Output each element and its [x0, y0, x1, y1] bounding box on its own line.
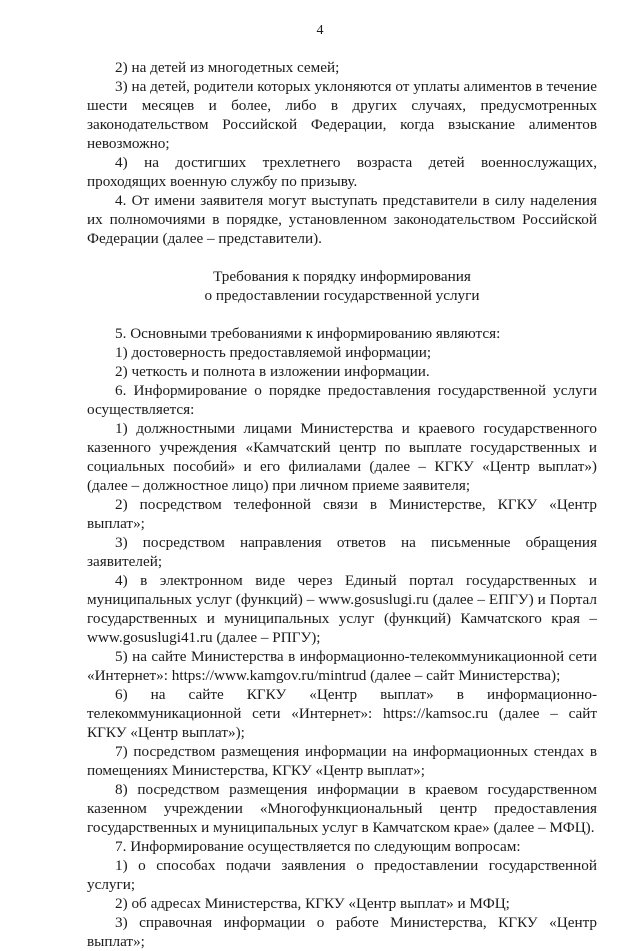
paragraph: 1) должностными лицами Министерства и краевого государственного казенного учреждения «Камчатский центр по выплате государственных и социальных пособий» и его филиалами (далее – КГКУ «Центр выплат») (далее – должностное лицо) при личном приеме заявителя; [87, 420, 597, 494]
page-number: 4 [316, 23, 324, 38]
paragraph: 3) на детей, родители которых уклоняются от уплаты алиментов в течение шести месяцев и более, либо в других случаях, предусмотренных законодательством Российской Федерации, когда взыскание алиментов невозможно; [87, 78, 597, 152]
paragraph: 2) об адресах Министерства, КГКУ «Центр выплат» и МФЦ; [115, 895, 510, 912]
spacer [87, 248, 597, 267]
paragraph: 7) посредством размещения информации на информационных стендах в помещениях Министерства, КГКУ «Центр выплат»; [87, 743, 597, 779]
paragraph: 4) в электронном виде через Единый портал государственных и муниципальных услуг (функций) – www.gosuslugi.ru (далее – ЕПГУ) и Портал государственных и муниципальных услуг (функций) Камчатского края – www.gosuslugi41.ru (далее – РПГУ); [87, 572, 597, 646]
paragraph: 6. Информирование о порядке предоставления государственной услуги осуществляется: [87, 382, 597, 418]
spacer [87, 305, 597, 324]
paragraph: 1) о способах подачи заявления о предоставлении государственной услуги; [87, 857, 597, 893]
paragraph: 1) достоверность предоставляемой информации; [115, 344, 432, 361]
paragraph: 4. От имени заявителя могут выступать представители в силу наделения их полномочиями в порядке, установленном законодательством Российской Федерации (далее – представители). [87, 192, 597, 247]
paragraph: 2) на детей из многодетных семей; [115, 59, 340, 76]
paragraph: 4) на достигших трехлетнего возраста детей военнослужащих, проходящих военную службу по призыву. [87, 154, 597, 190]
paragraph: 6) на сайте КГКУ «Центр выплат» в информационно-телекоммуникационной сети «Интернет»: https://kamsoc.ru (далее – сайт КГКУ «Центр выплат»); [87, 686, 597, 741]
paragraph: 3) посредством направления ответов на письменные обращения заявителей; [87, 534, 597, 570]
paragraph: 5) на сайте Министерства в информационно-телекоммуникационной сети «Интернет»: https://www.kamgov.ru/mintrud (далее – сайт Министерства); [87, 648, 597, 684]
document-body [87, 58, 597, 951]
paragraph: 2) посредством телефонной связи в Министерстве, КГКУ «Центр выплат»; [87, 496, 597, 532]
paragraph: 2) четкость и полнота в изложении информации. [115, 363, 430, 380]
section-heading [87, 267, 597, 305]
paragraph: 7. Информирование осуществляется по следующим вопросам: [115, 838, 521, 855]
paragraph: 5. Основными требованиями к информированию являются: [115, 325, 501, 342]
section-heading-line: о предоставлении государственной услуги [204, 287, 480, 304]
paragraph: 8) посредством размещения информации в краевом государственном казенном учреждении «Многофункциональный центр предоставления государственных и муниципальных услуг в Камчатском крае» (далее – МФЦ). [87, 781, 597, 836]
section-heading-line: Требования к порядку информирования [213, 268, 471, 285]
paragraph: 3) справочная информации о работе Министерства, КГКУ «Центр выплат»; [87, 914, 597, 950]
